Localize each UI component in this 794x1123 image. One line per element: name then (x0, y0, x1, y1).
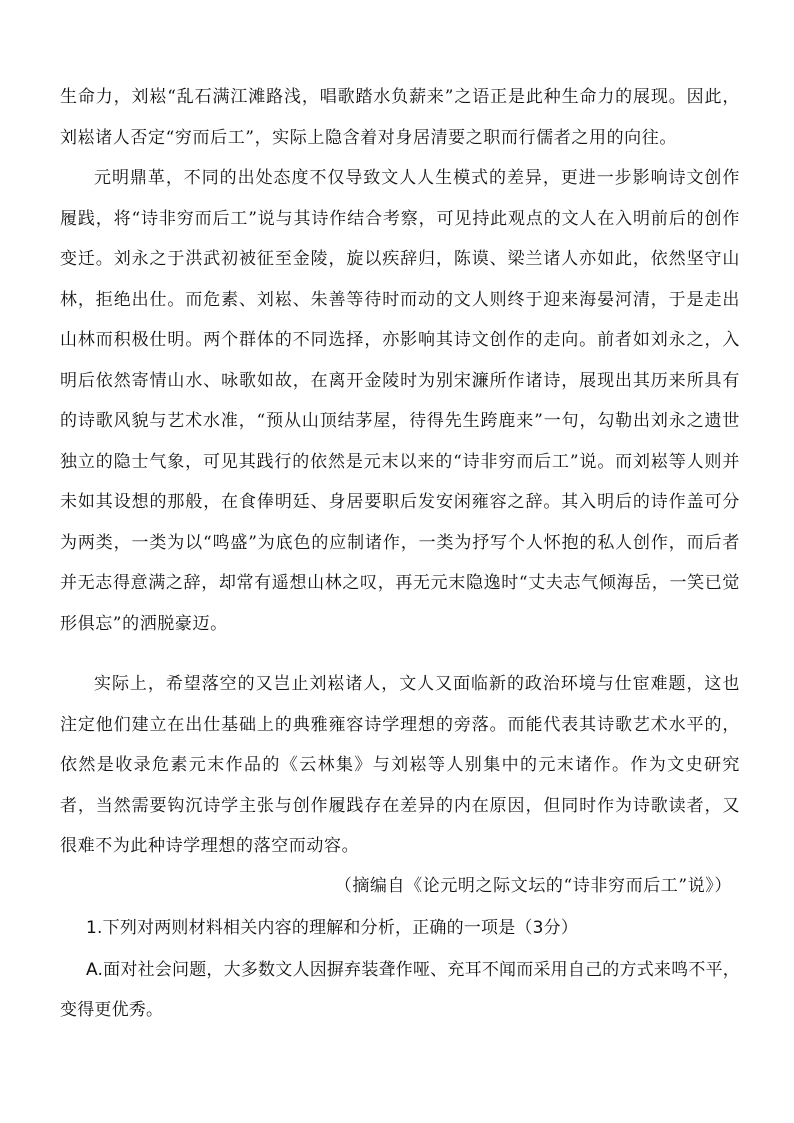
question-1-stem: 1.下列对两则材料相关内容的理解和分析，正确的一项是（3分） (86, 918, 579, 938)
article-paragraph-3: 实际上，希望落空的又岂止刘崧诸人，文人又面临新的政治环境与仕宦难题，这也注定他们建立在出仕基础上的典雅雍容诗学理想的旁落。而能代表其诗歌艺术水平的，依然是收录危素元末作品的《云林集》与刘崧等人别集中的元末诸作。作为文史研究者，当然需要钩沉诗学主张与创作履践存在差异的内在原因，但同时作为诗歌读者，又很难不为此种诗学理想的落空而动容。 (60, 674, 740, 856)
source-citation: （摘编自《论元明之际文坛的“诗非穷而后工”说》） (334, 876, 732, 896)
article-paragraph-1: 生命力，刘崧“乱石满江滩路浅，唱歌踏水负薪来”之语正是此种生命力的展现。因此，刘崧诸人否定“穷而后工”，实际上隐含着对身居清要之职而行儒者之用的向往。 (60, 87, 740, 148)
question-1-option-a: A.面对社会问题，大多数文人因摒弃装聋作哑、充耳不闻而采用自己的方式来鸣不平，变得更优秀。 (60, 960, 740, 1020)
article-paragraph-2: 元明鼎革，不同的出处态度不仅导致文人人生模式的差异，更进一步影响诗文创作履践，将“诗非穷而后工”说与其诗作结合考察，可见持此观点的文人在入明前后的创作变迁。刘永之于洪武初被征至金陵，旋以疾辞归，陈谟、梁兰诸人亦如此，依然坚守山林，拒绝出仕。而危素、刘崧、朱善等待时而动的文人则终于迎来海晏河清，于是走出山林而积极仕明。两个群体的不同选择，亦影响其诗文创作的走向。前者如刘永之，入明后依然寄情山水、咏歌如故，在离开金陵时为别宋濂所作诸诗，展现出其历来所具有的诗歌风貌与艺术水准，“预从山顶结茅屋，待得先生跨鹿来”一句，勾勒出刘永之遗世独立的隐士气象，可见其践行的依然是元末以来的“诗非穷而后工”说。而刘崧等人则并未如其设想的那般，在食俸明廷、身居要职后发安闲雍容之辞。其入明后的诗作盖可分为两类，一类为以“鸣盛”为底色的应制诸作，一类为抒写个人怀抱的私人创作，而后者并无志得意满之辞，却常有遥想山林之叹，再无元末隐逸时“丈夫志气倾海岳，一笑已觉形俱忘”的洒脱豪迈。 (60, 168, 740, 634)
